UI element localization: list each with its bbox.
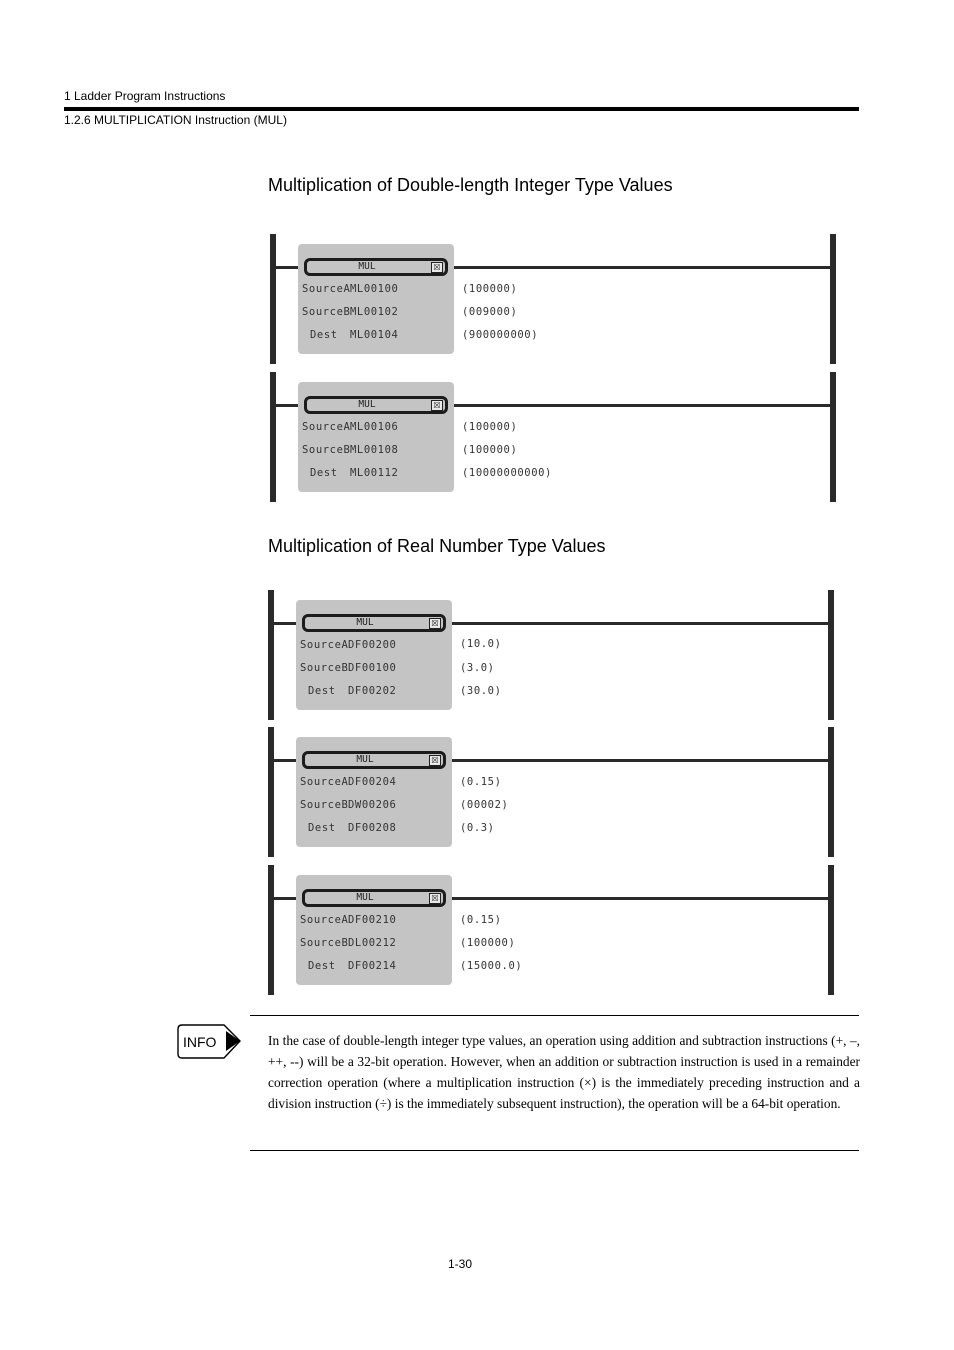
window-icon: ☒ — [429, 755, 441, 766]
operand-value: (10.0) — [460, 638, 502, 650]
right-power-rail — [828, 590, 834, 720]
page-number: 1-30 — [447, 1257, 473, 1271]
operand-name: SourceA — [300, 639, 349, 651]
window-icon: ☒ — [431, 262, 443, 273]
operand-address: ML00100 — [350, 283, 399, 295]
operand-value: (30.0) — [460, 685, 502, 697]
operand-address: DF00214 — [348, 960, 397, 972]
operand-name: Dest — [308, 960, 336, 972]
operand-name: Dest — [308, 822, 336, 834]
ladder-rung — [266, 727, 836, 857]
operand-value: (0.15) — [460, 914, 502, 926]
operand-name: Dest — [308, 685, 336, 697]
operand-address: DW00206 — [348, 799, 397, 811]
operand-value: (0.3) — [460, 822, 495, 834]
mul-instruction-box[interactable] — [302, 751, 446, 769]
operand-address: DF00204 — [348, 776, 397, 788]
operand-address: ML00106 — [350, 421, 399, 433]
operand-value: (00002) — [460, 799, 509, 811]
right-power-rail — [828, 865, 834, 995]
operand-address: DF00100 — [348, 662, 397, 674]
info-bottom-rule — [250, 1150, 859, 1151]
instruction-label: MUL — [358, 261, 376, 272]
operand-name: SourceB — [302, 444, 351, 456]
operand-name: SourceA — [302, 283, 351, 295]
ladder-rung — [266, 865, 836, 995]
window-icon: ☒ — [431, 400, 443, 411]
operand-value: (100000) — [462, 444, 518, 456]
right-power-rail — [830, 234, 836, 364]
left-power-rail — [268, 865, 274, 995]
header-rule — [64, 107, 859, 111]
instruction-label: MUL — [356, 892, 374, 903]
operand-address: DF00210 — [348, 914, 397, 926]
operand-name: SourceB — [300, 799, 349, 811]
operand-value: (100000) — [462, 283, 518, 295]
ladder-rung — [268, 372, 838, 502]
operand-value: (15000.0) — [460, 960, 523, 972]
left-power-rail — [270, 234, 276, 364]
mul-instruction-box[interactable] — [304, 396, 448, 414]
operand-address: ML00104 — [350, 329, 399, 341]
right-power-rail — [830, 372, 836, 502]
ladder-rung — [268, 234, 838, 364]
operand-address: ML00108 — [350, 444, 399, 456]
operand-value: (100000) — [462, 421, 518, 433]
instruction-label: MUL — [358, 399, 376, 410]
info-icon-label: INFO — [183, 1034, 217, 1050]
header-section: 1.2.6 MULTIPLICATION Instruction (MUL) — [64, 113, 287, 127]
instruction-label: MUL — [356, 754, 374, 765]
operand-name: SourceA — [300, 914, 349, 926]
left-power-rail — [268, 727, 274, 857]
operand-name: SourceA — [302, 421, 351, 433]
operand-value: (3.0) — [460, 662, 495, 674]
info-text: In the case of double-length integer type values, an operation using addition and subtraction instructions (+, –, ++, --) will be a 32-bit operation. However, when an addition or subtraction instruction is used in a remainder correction operation (where a multiplication instruction (×) is the immediately preceding instruction and a division instruction (÷) is the immediately subsequent instruction), the operation will be a 64-bit operation. — [268, 1033, 860, 1111]
operand-name: SourceB — [300, 937, 349, 949]
operand-name: SourceA — [300, 776, 349, 788]
left-power-rail — [270, 372, 276, 502]
section-heading-integer: Multiplication of Double-length Integer Type Values — [268, 175, 673, 195]
right-power-rail — [828, 727, 834, 857]
operand-value: (100000) — [460, 937, 516, 949]
operand-address: ML00112 — [350, 467, 399, 479]
operand-value: (0.15) — [460, 776, 502, 788]
operand-name: Dest — [310, 467, 338, 479]
operand-address: DF00208 — [348, 822, 397, 834]
operand-value: (10000000000) — [462, 467, 552, 479]
operand-address: DF00202 — [348, 685, 397, 697]
header-chapter: 1 Ladder Program Instructions — [64, 89, 226, 103]
operand-address: DL00212 — [348, 937, 397, 949]
mul-instruction-box[interactable] — [302, 889, 446, 907]
section-heading-real: Multiplication of Real Number Type Values — [268, 536, 606, 556]
operand-name: SourceB — [300, 662, 349, 674]
operand-value: (009000) — [462, 306, 518, 318]
window-icon: ☒ — [429, 893, 441, 904]
operand-value: (900000000) — [462, 329, 539, 341]
ladder-rung — [266, 590, 836, 720]
left-power-rail — [268, 590, 274, 720]
info-icon — [176, 1022, 244, 1067]
mul-instruction-box[interactable] — [302, 614, 446, 632]
operand-name: Dest — [310, 329, 338, 341]
window-icon: ☒ — [429, 618, 441, 629]
info-top-rule — [250, 1015, 859, 1016]
operand-address: ML00102 — [350, 306, 399, 318]
operand-name: SourceB — [302, 306, 351, 318]
operand-address: DF00200 — [348, 639, 397, 651]
instruction-label: MUL — [356, 617, 374, 628]
mul-instruction-box[interactable] — [304, 258, 448, 276]
